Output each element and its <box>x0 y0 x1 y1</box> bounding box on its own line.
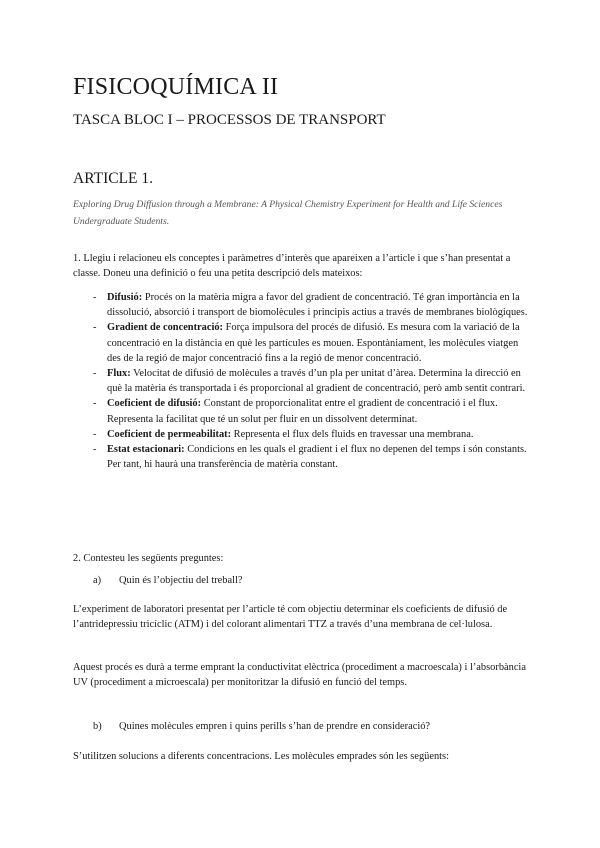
document-subtitle: TASCA BLOC I – PROCESSOS DE TRANSPORT <box>73 112 386 128</box>
definition-text: Constant de proporcionalitat entre el gradient de concentració i el flux. Representa la facilitat que té un solut per fluir en un dissolvent determinat. <box>107 398 498 425</box>
question-2a-text: Quin és l’objectiu del treball? <box>119 575 243 586</box>
definition-item <box>93 427 533 442</box>
definition-term: Coeficient de difusió: <box>107 398 202 410</box>
question-2a-label: a) <box>93 575 102 586</box>
question-2b-label: b) <box>93 721 102 732</box>
definition-text: Representa el flux dels fluids en travessar una membrana. <box>231 428 474 440</box>
definition-text: Força impulsora del procés de difusió. Es mesura com la variació de la concentració en la distància en què les partícules es mouen. Espontàniament, les molècules viatgen des de la regió de major concentració fins a la regió de menor concentració. <box>107 322 520 364</box>
definition-item <box>93 320 533 366</box>
definition-term: Flux: <box>107 368 131 380</box>
definition-item <box>93 396 533 426</box>
definition-text: Velocitat de difusió de molècules a través d’un pla per unitat d’àrea. Determina la direcció en què la matèria és transportada i és proporcional al gradient de concentració, però amb sentit contrari. <box>107 368 526 395</box>
document-title: FISICOQUÍMICA II <box>73 74 279 100</box>
question-2b <box>93 721 430 732</box>
article-heading: ARTICLE 1. <box>73 170 154 187</box>
definition-text: Procés on la matèria migra a favor del gradient de concentració. Té gran importància en la dissolució, absorció i transport de biomolècules i principis actius a través de membranes biològiques. <box>107 292 528 319</box>
definitions-list <box>93 290 533 472</box>
definition-item <box>93 290 533 320</box>
question-1: 1. Llegiu i relacioneu els conceptes i paràmetres d’interès que apareixen a l’article i que s’han presentat a classe. Doneu una definició o feu una petita descripció dels mateixos: <box>73 253 511 280</box>
definition-term: Difusió: <box>107 292 143 303</box>
answer-2a-paragraph-2: Aquest procés es durà a terme emprant la conductivitat elèctrica (procediment a macroescala) i l’absorbància UV (procediment a microescala) per monitoritzar la difusió en funció del temps. <box>73 662 526 689</box>
question-2a <box>93 575 243 586</box>
definition-text: Condicions en les quals el gradient i el flux no depenen del temps i són constants. Per tant, hi haurà una transferència de matèria constant. <box>107 444 527 471</box>
article-reference: Exploring Drug Diffusion through a Membrane: A Physical Chemistry Experiment for Health and Life Sciences Undergraduate Students. <box>73 199 503 227</box>
answer-2b-paragraph-1: S’utilitzen solucions a diferents concentracions. Les molècules emprades són les següents: <box>73 751 449 762</box>
definition-item <box>93 442 533 472</box>
definition-term: Gradient de concentració: <box>107 322 224 334</box>
question-2: 2. Contesteu les següents preguntes: <box>73 553 224 564</box>
answer-2a-paragraph-1: L’experiment de laboratori presentat per l’article té com objectiu determinar els coeficients de difusió de l’antridepressiu tricíclic (ATM) i del colorant alimentari TTZ a través d’una membrana de cel·lulosa. <box>73 604 508 631</box>
definition-item <box>93 366 533 396</box>
definition-term: Coeficient de permeabilitat: <box>107 428 232 440</box>
definition-term: Estat estacionari: <box>107 444 185 456</box>
question-2b-text: Quines molècules empren i quins perills s’han de prendre en consideració? <box>119 721 431 732</box>
